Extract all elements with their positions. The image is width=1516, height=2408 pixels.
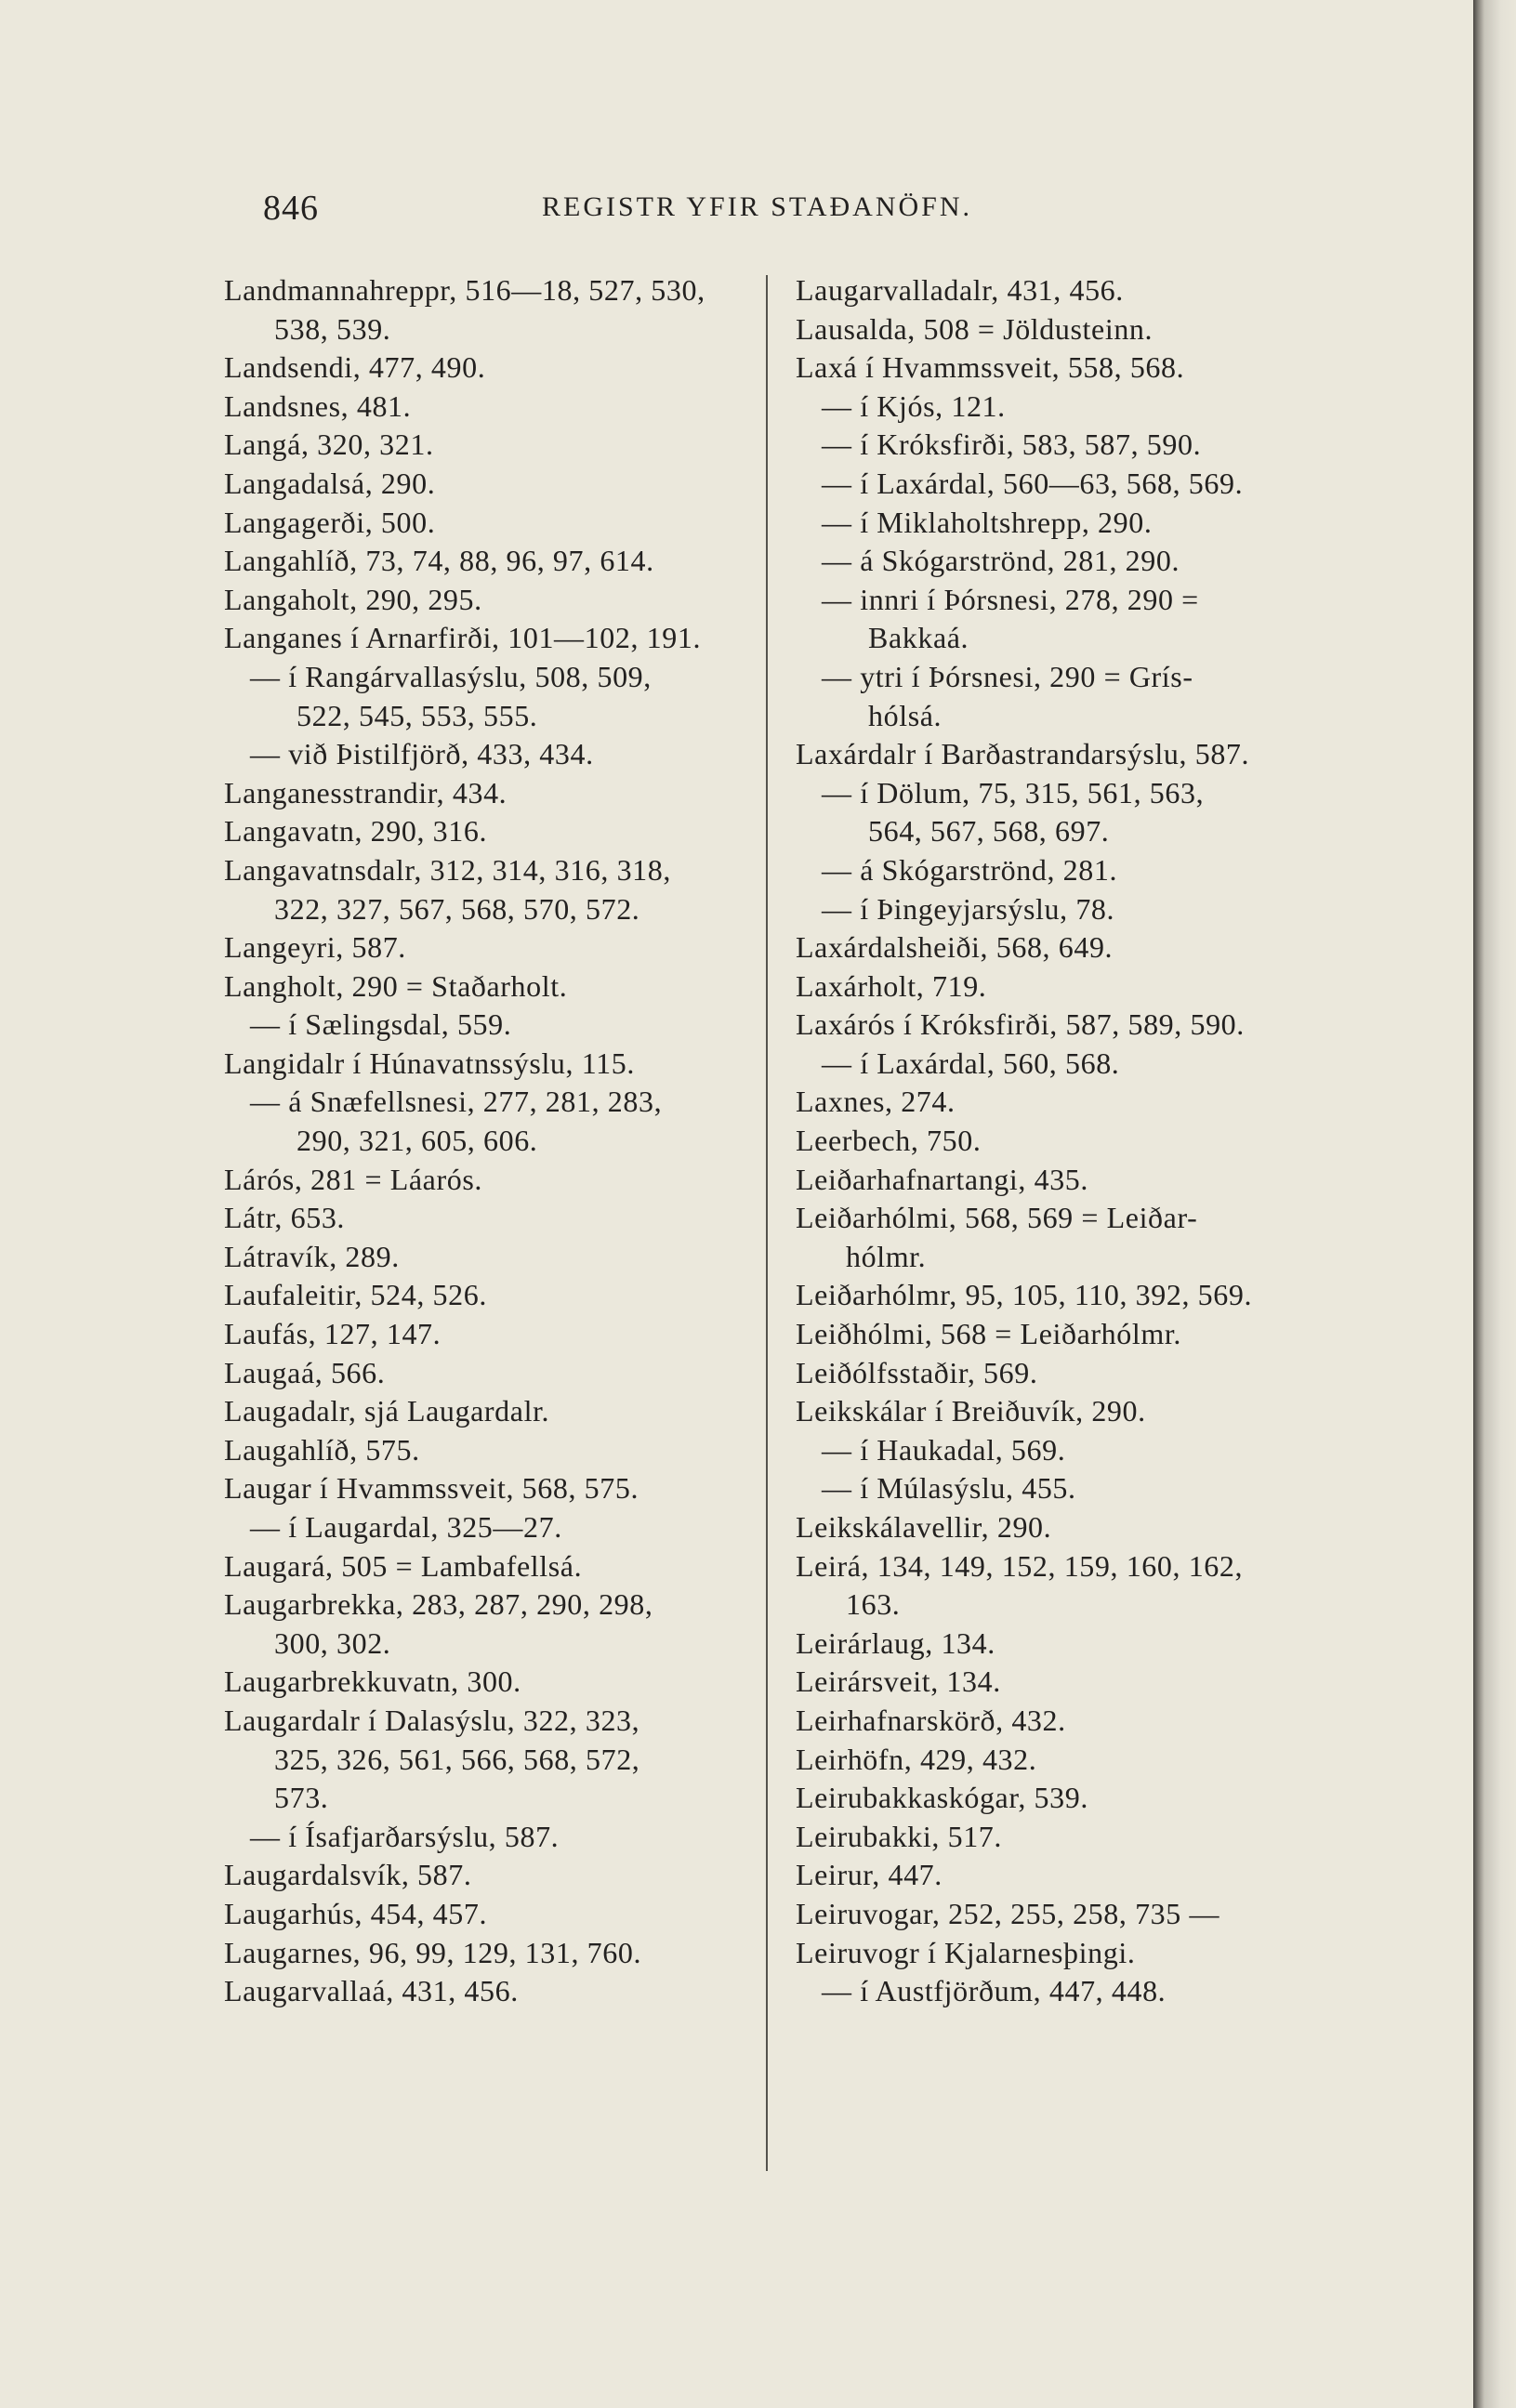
index-entry bbox=[796, 928, 1325, 967]
entry-line: Laugadalr, sjá Laugardalr. bbox=[224, 1394, 550, 1428]
index-subentry bbox=[796, 1431, 1325, 1470]
entry-line: Leirá, 134, 149, 152, 159, 160, 162, bbox=[796, 1548, 1244, 1583]
index-entry bbox=[224, 349, 754, 388]
index-subentry bbox=[796, 426, 1325, 465]
entry-line: Langagerði, 500. bbox=[224, 505, 436, 539]
entry-line: — innri í Þórsnesi, 278, 290 = bbox=[822, 582, 1199, 616]
entry-line: Langidalr í Húnavatnssýslu, 115. bbox=[224, 1046, 635, 1080]
entry-line: Leirur, 447. bbox=[796, 1858, 943, 1892]
entry-line: Leiðólfsstaðir, 569. bbox=[796, 1355, 1038, 1389]
index-entry bbox=[796, 1818, 1325, 1857]
index-entry bbox=[796, 967, 1325, 1007]
entry-line: — í Þingeyjarsýslu, 78. bbox=[822, 891, 1115, 926]
entry-line: hólmr. bbox=[846, 1239, 927, 1273]
entry-line: Leiruvogr í Kjalarnesþingi. bbox=[796, 1935, 1136, 1969]
index-entry bbox=[224, 619, 754, 658]
entry-line: — í Haukadal, 569. bbox=[822, 1432, 1066, 1467]
index-subentry bbox=[796, 1045, 1325, 1084]
entry-line: Leirársveit, 134. bbox=[796, 1665, 1001, 1699]
index-entry bbox=[796, 1895, 1325, 1934]
entry-line: Laugar í Hvammssveit, 568, 575. bbox=[224, 1471, 639, 1506]
entry-line: Laugardalsvík, 587. bbox=[224, 1858, 472, 1892]
entry-line: Lausalda, 508 = Jöldusteinn. bbox=[796, 311, 1153, 346]
index-entry bbox=[796, 1508, 1325, 1547]
entry-line: Leiðhólmi, 568 = Leiðarhólmr. bbox=[796, 1317, 1181, 1351]
entry-line: Leirhöfn, 429, 432. bbox=[796, 1742, 1037, 1776]
page-number: 846 bbox=[263, 189, 319, 228]
entry-line: Langanes í Arnarfirði, 101—102, 191. bbox=[224, 621, 702, 655]
index-entry bbox=[224, 388, 754, 427]
entry-line: Langavatn, 290, 316. bbox=[224, 814, 488, 849]
entry-line: — í Kjós, 121. bbox=[822, 388, 1006, 423]
index-entry bbox=[796, 1122, 1325, 1161]
index-entry bbox=[224, 967, 754, 1007]
entry-line: 300, 302. bbox=[274, 1625, 391, 1660]
index-entry bbox=[224, 1895, 754, 1934]
entry-line: 290, 321, 605, 606. bbox=[297, 1124, 538, 1158]
entry-line: 163. bbox=[846, 1587, 901, 1622]
index-subentry bbox=[796, 1469, 1325, 1508]
entry-line: Laugarbrekkuvatn, 300. bbox=[224, 1665, 521, 1699]
page-header bbox=[263, 188, 1007, 234]
entry-line: Laugarhús, 454, 457. bbox=[224, 1896, 488, 1930]
index-entry bbox=[224, 1045, 754, 1084]
entry-line: Langeyri, 587. bbox=[224, 930, 406, 965]
entry-line: Laugarvallaá, 431, 456. bbox=[224, 1974, 519, 2008]
entry-line: Laxárdalsheiði, 568, 649. bbox=[796, 930, 1114, 965]
entry-line: Bakkaá. bbox=[868, 621, 969, 655]
index-entry bbox=[796, 1083, 1325, 1122]
index-entry bbox=[224, 928, 754, 967]
index-entry bbox=[224, 1238, 754, 1277]
index-entry bbox=[224, 1702, 754, 1818]
entry-line: 564, 567, 568, 697. bbox=[868, 814, 1110, 849]
index-subentry bbox=[796, 890, 1325, 929]
entry-line: — í Króksfirði, 583, 587, 590. bbox=[822, 428, 1202, 462]
entry-line: — í Rangárvallasýslu, 508, 509, bbox=[250, 659, 652, 693]
index-entry bbox=[224, 774, 754, 813]
index-entry bbox=[224, 1161, 754, 1200]
index-entry bbox=[796, 1934, 1325, 1973]
index-entry bbox=[224, 542, 754, 581]
entry-line: 322, 327, 567, 568, 570, 572. bbox=[274, 891, 640, 926]
entry-line: Leirhafnarskörð, 432. bbox=[796, 1703, 1066, 1737]
index-entry bbox=[224, 426, 754, 465]
index-entry bbox=[796, 1702, 1325, 1741]
entry-line: — í Múlasýslu, 455. bbox=[822, 1471, 1076, 1506]
index-entry bbox=[224, 812, 754, 851]
column-divider bbox=[766, 275, 768, 2171]
index-subentry bbox=[796, 658, 1325, 735]
index-subentry bbox=[224, 1006, 754, 1045]
entry-line: Leikskálar í Breiðuvík, 290. bbox=[796, 1394, 1146, 1428]
entry-line: Laxá í Hvammssveit, 558, 568. bbox=[796, 350, 1185, 385]
entry-line: Laugarnes, 96, 99, 129, 131, 760. bbox=[224, 1935, 642, 1969]
entry-line: — í Dölum, 75, 315, 561, 563, bbox=[822, 775, 1205, 809]
index-entry bbox=[224, 465, 754, 504]
index-column-right bbox=[796, 271, 1325, 2011]
entry-line: Langahlíð, 73, 74, 88, 96, 97, 614. bbox=[224, 544, 654, 578]
index-entry bbox=[796, 1856, 1325, 1895]
index-entry bbox=[796, 1354, 1325, 1393]
running-title: REGISTR YFIR STAÐANÖFN. bbox=[542, 191, 973, 222]
entry-line: — í Laxárdal, 560—63, 568, 569. bbox=[822, 466, 1244, 500]
entry-line: Leirubakki, 517. bbox=[796, 1819, 1002, 1853]
index-entry bbox=[224, 1315, 754, 1354]
index-entry bbox=[224, 1547, 754, 1586]
entry-line: — í Miklaholtshrepp, 290. bbox=[822, 505, 1153, 539]
entry-line: Laufaleitir, 524, 526. bbox=[224, 1278, 487, 1312]
index-subentry bbox=[796, 504, 1325, 543]
index-entry bbox=[796, 1006, 1325, 1045]
index-entry bbox=[224, 1586, 754, 1663]
index-subentry bbox=[796, 581, 1325, 658]
index-entry bbox=[796, 349, 1325, 388]
index-subentry bbox=[796, 388, 1325, 427]
entry-line: Laxárós í Króksfirði, 587, 589, 590. bbox=[796, 1007, 1245, 1042]
entry-line: Langadalsá, 290. bbox=[224, 466, 436, 500]
entry-line: Landsnes, 481. bbox=[224, 388, 412, 423]
index-entry bbox=[224, 581, 754, 620]
entry-line: Laugahlíð, 575. bbox=[224, 1432, 420, 1467]
entry-line: Laugardalr í Dalasýslu, 322, 323, bbox=[224, 1703, 640, 1737]
entry-line: — við Þistilfjörð, 433, 434. bbox=[250, 737, 594, 771]
index-subentry bbox=[224, 735, 754, 774]
index-entry bbox=[224, 1392, 754, 1431]
entry-line: Leiðarhólmr, 95, 105, 110, 392, 569. bbox=[796, 1278, 1253, 1312]
entry-line: 538, 539. bbox=[274, 311, 391, 346]
entry-line: Leiruvogar, 252, 255, 258, 735 — bbox=[796, 1896, 1220, 1930]
index-entry bbox=[796, 1663, 1325, 1702]
index-subentry bbox=[796, 851, 1325, 890]
entry-line: Leerbech, 750. bbox=[796, 1124, 982, 1158]
index-entry bbox=[796, 1547, 1325, 1625]
index-entry bbox=[796, 1161, 1325, 1200]
entry-line: Látr, 653. bbox=[224, 1201, 346, 1235]
entry-line: Langavatnsdalr, 312, 314, 316, 318, bbox=[224, 852, 671, 887]
entry-line: 522, 545, 553, 555. bbox=[297, 698, 538, 732]
entry-line: Laufás, 127, 147. bbox=[224, 1317, 442, 1351]
entry-line: Laxárholt, 719. bbox=[796, 968, 987, 1003]
index-entry bbox=[224, 1972, 754, 2011]
entry-line: Látravík, 289. bbox=[224, 1239, 400, 1273]
index-entry bbox=[796, 271, 1325, 310]
index-subentry bbox=[224, 1508, 754, 1547]
index-entry bbox=[796, 1315, 1325, 1354]
index-entry bbox=[796, 1199, 1325, 1276]
index-entry bbox=[224, 1934, 754, 1973]
entry-line: Landmannahreppr, 516—18, 527, 530, bbox=[224, 273, 705, 307]
entry-line: — í Austfjörðum, 447, 448. bbox=[822, 1974, 1167, 2008]
index-entry bbox=[796, 1779, 1325, 1818]
index-entry bbox=[224, 1431, 754, 1470]
entry-line: Leirárlaug, 134. bbox=[796, 1625, 995, 1660]
entry-line: Leiðarhafnartangi, 435. bbox=[796, 1162, 1089, 1196]
entry-line: Lárós, 281 = Láarós. bbox=[224, 1162, 482, 1196]
entry-line: — í Laxárdal, 560, 568. bbox=[822, 1046, 1120, 1080]
entry-line: — ytri í Þórsnesi, 290 = Grís- bbox=[822, 659, 1193, 693]
index-entry bbox=[796, 735, 1325, 774]
entry-line: Laxárdalr í Barðastrandarsýslu, 587. bbox=[796, 737, 1250, 771]
entry-line: hólsá. bbox=[868, 698, 943, 732]
index-entry bbox=[796, 1625, 1325, 1664]
index-entry bbox=[224, 851, 754, 928]
index-entry bbox=[796, 1741, 1325, 1780]
index-entry bbox=[224, 1663, 754, 1702]
index-subentry bbox=[224, 1083, 754, 1160]
page-edge-shadow bbox=[1473, 0, 1516, 2408]
entry-line: Laugarvalladalr, 431, 456. bbox=[796, 273, 1124, 307]
index-entry bbox=[224, 1276, 754, 1315]
entry-line: Langá, 320, 321. bbox=[224, 428, 434, 462]
entry-line: Laugarbrekka, 283, 287, 290, 298, bbox=[224, 1587, 653, 1622]
index-entry bbox=[224, 1469, 754, 1508]
index-subentry bbox=[796, 774, 1325, 851]
index-entry bbox=[796, 310, 1325, 349]
entry-line: 325, 326, 561, 566, 568, 572, bbox=[274, 1742, 640, 1776]
entry-line: Laxnes, 274. bbox=[796, 1085, 956, 1119]
entry-line: Leirubakkaskógar, 539. bbox=[796, 1781, 1088, 1815]
entry-line: Langanesstrandir, 434. bbox=[224, 775, 508, 809]
index-entry bbox=[796, 1276, 1325, 1315]
index-entry bbox=[224, 1354, 754, 1393]
index-column-left bbox=[224, 271, 754, 2011]
entry-line: — á Skógarströnd, 281. bbox=[822, 852, 1118, 887]
entry-line: Laugará, 505 = Lambafellsá. bbox=[224, 1548, 583, 1583]
entry-line: — á Skógarströnd, 281, 290. bbox=[822, 544, 1180, 578]
entry-line: Leiðarhólmi, 568, 569 = Leiðar- bbox=[796, 1201, 1198, 1235]
index-subentry bbox=[796, 542, 1325, 581]
entry-line: — í Laugardal, 325—27. bbox=[250, 1510, 562, 1544]
index-entry bbox=[224, 1856, 754, 1895]
entry-line: 573. bbox=[274, 1781, 329, 1815]
entry-line: Leikskálavellir, 290. bbox=[796, 1510, 1052, 1544]
index-entry bbox=[224, 271, 754, 349]
entry-line: Laugaá, 566. bbox=[224, 1355, 386, 1389]
index-subentry bbox=[796, 1972, 1325, 2011]
entry-line: — í Ísafjarðarsýslu, 587. bbox=[250, 1819, 560, 1853]
index-subentry bbox=[224, 1818, 754, 1857]
entry-line: Landsendi, 477, 490. bbox=[224, 350, 486, 385]
entry-line: Langaholt, 290, 295. bbox=[224, 582, 482, 616]
index-entry bbox=[224, 504, 754, 543]
index-subentry bbox=[224, 658, 754, 735]
index-entry bbox=[796, 1392, 1325, 1431]
entry-line: — í Sælingsdal, 559. bbox=[250, 1007, 512, 1042]
entry-line: Langholt, 290 = Staðarholt. bbox=[224, 968, 568, 1003]
entry-line: — á Snæfellsnesi, 277, 281, 283, bbox=[250, 1085, 663, 1119]
index-entry bbox=[224, 1199, 754, 1238]
index-subentry bbox=[796, 465, 1325, 504]
